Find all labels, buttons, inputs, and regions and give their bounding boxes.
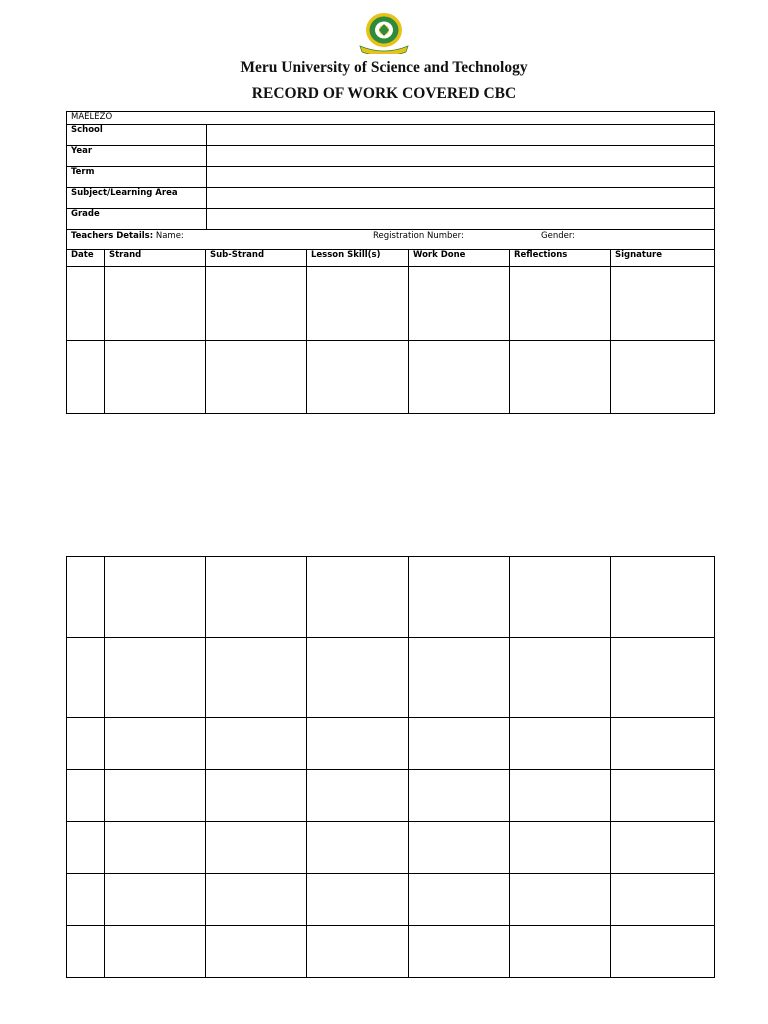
field-label-term: Term — [67, 167, 207, 188]
column-header-reflections: Reflections — [510, 250, 611, 267]
table-row — [67, 718, 715, 770]
date-cell[interactable] — [67, 926, 105, 978]
table-row — [67, 267, 715, 341]
work-done-cell[interactable] — [409, 341, 510, 414]
date-cell[interactable] — [67, 341, 105, 414]
field-row-term — [67, 167, 715, 188]
field-label-grade: Grade — [67, 209, 207, 230]
field-value-subject[interactable] — [207, 188, 715, 209]
logo-motto-ribbon — [360, 46, 408, 54]
lesson-skills-cell[interactable] — [307, 822, 409, 874]
teacher-name-label: Name: — [155, 231, 184, 241]
field-label-school: School — [67, 125, 207, 146]
signature-cell[interactable] — [611, 822, 715, 874]
field-row-grade — [67, 209, 715, 230]
work-done-cell[interactable] — [409, 822, 510, 874]
field-row-school — [67, 125, 715, 146]
document-title: RECORD OF WORK COVERED CBC — [251, 85, 517, 102]
section-label: MAELEZO — [67, 112, 715, 125]
section-row — [67, 112, 715, 125]
reflections-cell[interactable] — [510, 341, 611, 414]
work-done-cell[interactable] — [409, 718, 510, 770]
field-value-year[interactable] — [207, 146, 715, 167]
strand-cell[interactable] — [105, 926, 206, 978]
teacher-details-label-group — [71, 231, 184, 241]
signature-cell[interactable] — [611, 718, 715, 770]
work-done-cell[interactable] — [409, 926, 510, 978]
lesson-skills-cell[interactable] — [307, 267, 409, 341]
sub-strand-cell[interactable] — [206, 341, 307, 414]
date-cell[interactable] — [67, 557, 105, 638]
signature-cell[interactable] — [611, 557, 715, 638]
lesson-skills-cell[interactable] — [307, 770, 409, 822]
table-header-row — [67, 250, 715, 267]
table-row — [67, 341, 715, 414]
work-record-continuation-table — [66, 556, 715, 978]
reflections-cell[interactable] — [510, 770, 611, 822]
signature-cell[interactable] — [611, 638, 715, 718]
signature-cell[interactable] — [611, 267, 715, 341]
table-row — [67, 926, 715, 978]
signature-cell[interactable] — [611, 770, 715, 822]
date-cell[interactable] — [67, 874, 105, 926]
signature-cell[interactable] — [611, 926, 715, 978]
university-name: Meru University of Science and Technology — [240, 59, 528, 76]
strand-cell[interactable] — [105, 718, 206, 770]
strand-cell[interactable] — [105, 638, 206, 718]
sub-strand-cell[interactable] — [206, 267, 307, 341]
reflections-cell[interactable] — [510, 638, 611, 718]
field-row-year — [67, 146, 715, 167]
lesson-skills-cell[interactable] — [307, 341, 409, 414]
date-cell[interactable] — [67, 822, 105, 874]
sub-strand-cell[interactable] — [206, 638, 307, 718]
field-value-grade[interactable] — [207, 209, 715, 230]
sub-strand-cell[interactable] — [206, 874, 307, 926]
column-header-date: Date — [67, 250, 105, 267]
work-done-cell[interactable] — [409, 770, 510, 822]
work-done-cell[interactable] — [409, 557, 510, 638]
sub-strand-cell[interactable] — [206, 718, 307, 770]
university-logo — [356, 12, 412, 54]
teacher-details-label: Teachers Details: — [71, 231, 154, 241]
teacher-details-row — [67, 230, 715, 250]
field-row-subject — [67, 188, 715, 209]
date-cell[interactable] — [67, 770, 105, 822]
registration-number-label: Registration Number: — [373, 231, 464, 241]
signature-cell[interactable] — [611, 874, 715, 926]
signature-cell[interactable] — [611, 341, 715, 414]
sub-strand-cell[interactable] — [206, 926, 307, 978]
strand-cell[interactable] — [105, 822, 206, 874]
date-cell[interactable] — [67, 267, 105, 341]
work-done-cell[interactable] — [409, 638, 510, 718]
column-header-work-done: Work Done — [409, 250, 510, 267]
lesson-skills-cell[interactable] — [307, 718, 409, 770]
gender-label: Gender: — [541, 231, 576, 241]
sub-strand-cell[interactable] — [206, 770, 307, 822]
column-header-signature: Signature — [611, 250, 715, 267]
table-row — [67, 638, 715, 718]
column-header-lesson-skills: Lesson Skill(s) — [307, 250, 409, 267]
field-label-subject: Subject/Learning Area — [67, 188, 207, 209]
field-value-school[interactable] — [207, 125, 715, 146]
strand-cell[interactable] — [105, 557, 206, 638]
teacher-details-cell — [67, 230, 715, 250]
lesson-skills-cell[interactable] — [307, 926, 409, 978]
table-row — [67, 822, 715, 874]
column-header-sub-strand: Sub-Strand — [206, 250, 307, 267]
strand-cell[interactable] — [105, 267, 206, 341]
lesson-skills-cell[interactable] — [307, 557, 409, 638]
reflections-cell[interactable] — [510, 718, 611, 770]
reflections-cell[interactable] — [510, 557, 611, 638]
reflections-cell[interactable] — [510, 822, 611, 874]
reflections-cell[interactable] — [510, 267, 611, 341]
strand-cell[interactable] — [105, 874, 206, 926]
field-value-term[interactable] — [207, 167, 715, 188]
lesson-skills-cell[interactable] — [307, 638, 409, 718]
reflections-cell[interactable] — [510, 874, 611, 926]
lesson-skills-cell[interactable] — [307, 874, 409, 926]
date-cell[interactable] — [67, 718, 105, 770]
work-done-cell[interactable] — [409, 874, 510, 926]
strand-cell[interactable] — [105, 341, 206, 414]
sub-strand-cell[interactable] — [206, 557, 307, 638]
work-done-cell[interactable] — [409, 267, 510, 341]
date-cell[interactable] — [67, 638, 105, 718]
strand-cell[interactable] — [105, 770, 206, 822]
info-table — [66, 111, 715, 250]
sub-strand-cell[interactable] — [206, 822, 307, 874]
table-row — [67, 770, 715, 822]
work-record-table — [66, 249, 715, 414]
table-row — [67, 557, 715, 638]
table-row — [67, 874, 715, 926]
field-label-year: Year — [67, 146, 207, 167]
column-header-strand: Strand — [105, 250, 206, 267]
reflections-cell[interactable] — [510, 926, 611, 978]
